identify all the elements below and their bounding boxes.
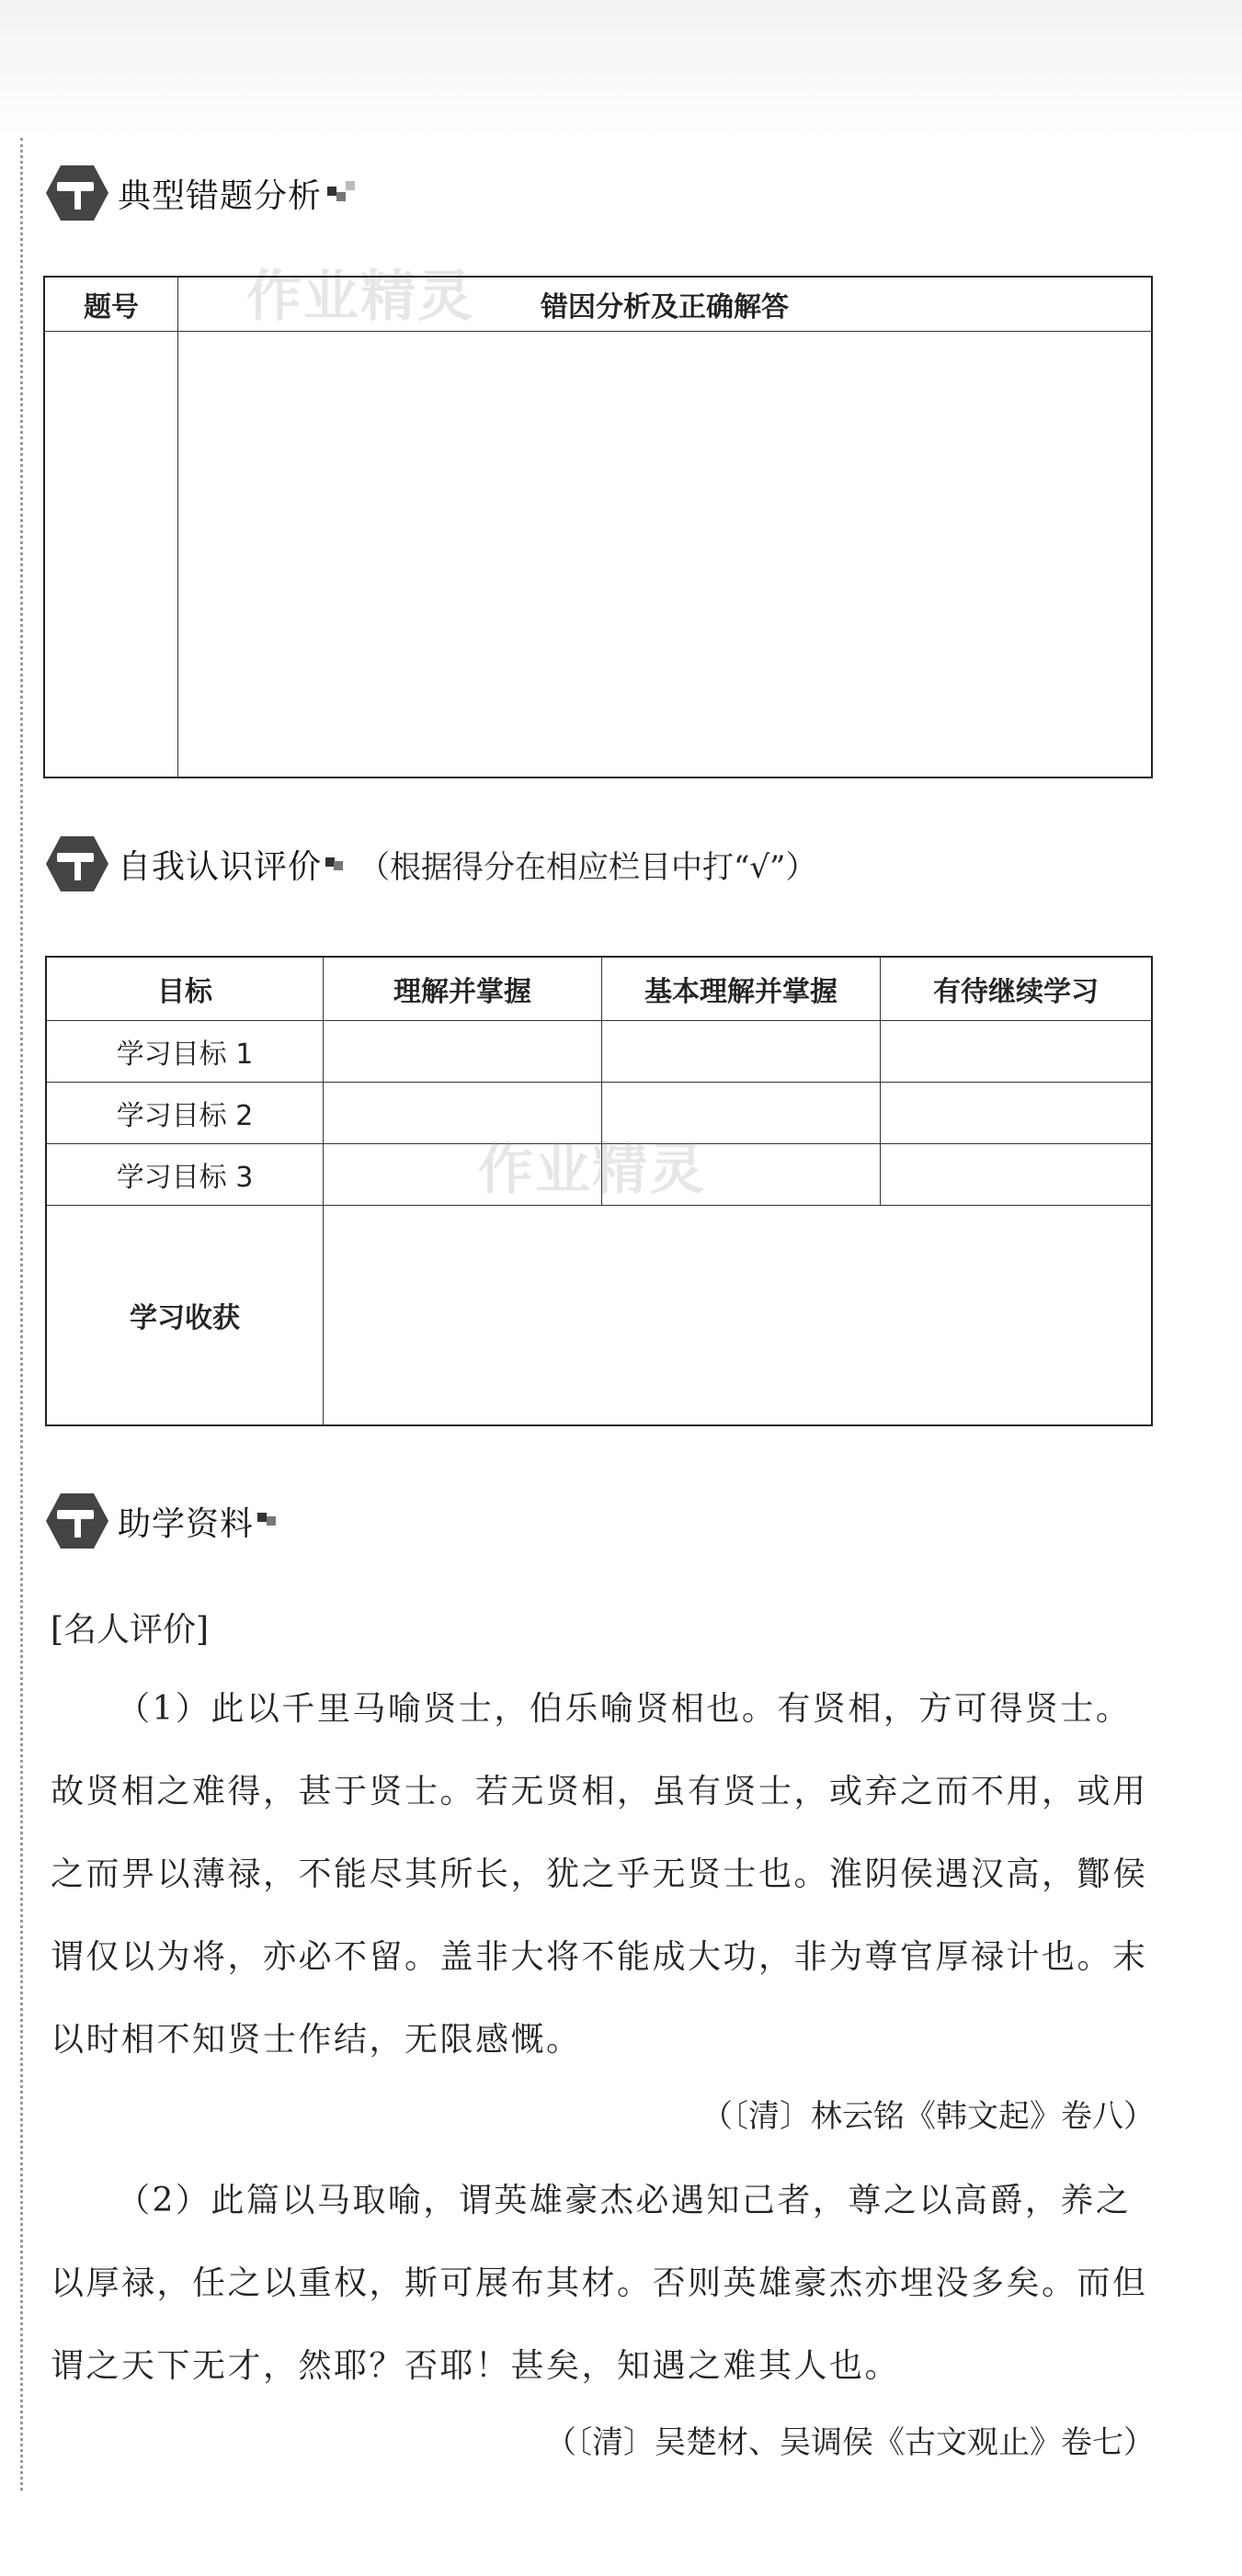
gain-label: 学习收获 xyxy=(46,1206,324,1426)
row-goal-label: 学习目标 1 xyxy=(46,1021,324,1083)
col-basic-understood: 基本理解并掌握 xyxy=(602,957,881,1021)
hammer-hex-icon xyxy=(44,834,110,893)
col-understood: 理解并掌握 xyxy=(324,957,602,1021)
squares-decoration xyxy=(257,1507,281,1535)
famous-comments-heading: [名人评价] xyxy=(51,1611,210,1649)
comment-2-source: （〔清〕吴楚材、吴调侯《古文观止》卷七） xyxy=(545,2424,1155,2461)
section-title: 自我认识评价 xyxy=(118,847,323,886)
check-cell[interactable] xyxy=(881,1144,1153,1206)
comment-1 xyxy=(51,1668,1154,2082)
hammer-hex-icon xyxy=(44,1492,110,1550)
top-band xyxy=(0,0,1242,138)
watermark: 作业精灵 xyxy=(478,1138,706,1202)
cell-error-analysis[interactable] xyxy=(178,332,1153,778)
row-goal-label: 学习目标 2 xyxy=(46,1083,324,1144)
section-errors-heading xyxy=(44,161,362,225)
error-analysis-table xyxy=(43,276,1153,778)
col-goal: 目标 xyxy=(46,957,324,1021)
cell-question-number[interactable] xyxy=(44,332,178,778)
comment-1-source: （〔清〕林云铭《韩文起》卷八） xyxy=(701,2098,1155,2135)
section-title: 典型错题分析 xyxy=(118,176,323,215)
col-keep-learning: 有待继续学习 xyxy=(881,957,1153,1021)
col-error-analysis: 错因分析及正确解答 xyxy=(178,277,1153,332)
margin-rule xyxy=(20,138,23,2491)
comment-1-text: （1）此以千里马喻贤士，伯乐喻贤相也。有贤相，方可得贤士。故贤相之难得，甚于贤士。若无贤相，虽有贤士，或弃之而不用，或用之而畀以薄禄，不能尽其所长，犹之乎无贤士也。淮阴侯遇汉高，酇侯谓仅以为将，亦必不留。盖非大将不能成大功，非为尊官厚禄计也。末以时相不知贤士作结，无限感慨。 xyxy=(51,1690,1148,2059)
section-resources-heading xyxy=(44,1489,281,1553)
gain-cell[interactable] xyxy=(324,1206,1153,1426)
watermark: 作业精灵 xyxy=(246,265,474,329)
squares-decoration xyxy=(325,179,362,207)
comment-2 xyxy=(51,2160,1154,2408)
comment-2-text: （2）此篇以马取喻，谓英雄豪杰必遇知己者，尊之以高爵，养之以厚禄，任之以重权，斯可展布其材。否则英雄豪杰亦埋没多矣。而但谓之天下无才，然耶？否耶！甚矣，知遇之难其人也。 xyxy=(51,2182,1148,2385)
self-eval-note: （根据得分在相应栏目中打“√”） xyxy=(359,848,817,886)
hammer-hex-icon xyxy=(44,164,110,222)
check-cell[interactable] xyxy=(881,1021,1153,1083)
check-cell[interactable] xyxy=(602,1021,881,1083)
col-question-number: 题号 xyxy=(44,277,178,332)
check-cell[interactable] xyxy=(324,1021,602,1083)
row-goal-label: 学习目标 3 xyxy=(46,1144,324,1206)
section-self-eval-heading xyxy=(44,832,816,896)
squares-decoration xyxy=(325,850,346,878)
section-title: 助学资料 xyxy=(118,1504,255,1543)
check-cell[interactable] xyxy=(881,1083,1153,1144)
